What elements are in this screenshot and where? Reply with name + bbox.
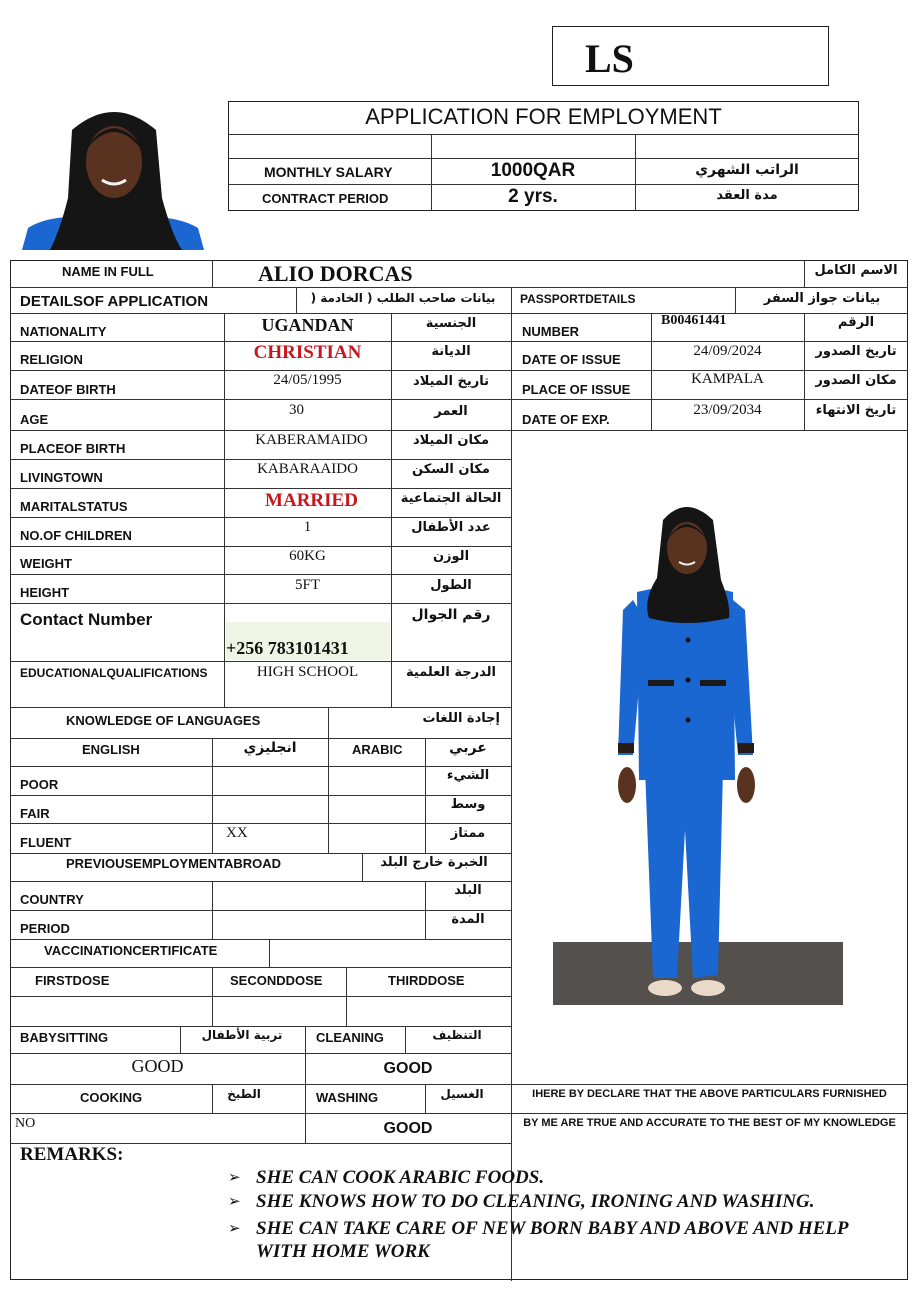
second-dose-label: SECONDDOSE <box>230 973 323 988</box>
issue-place-ar: مكان الصدور <box>815 373 897 388</box>
country-label: COUNTRY <box>20 892 84 907</box>
name-ar: الاسم الكامل <box>814 263 898 278</box>
name-value: ALIO DORCAS <box>258 261 413 286</box>
height-ar: الطول <box>430 578 472 593</box>
remark-item-4: WITH HOME WORK <box>256 1241 430 1262</box>
first-dose-label: FIRSTDOSE <box>35 973 110 988</box>
passport-details-ar: بيانات جواز السفر <box>763 291 881 306</box>
living-town-value: KABARAAIDO <box>257 461 358 477</box>
issue-date-value: 24/09/2024 <box>693 343 762 359</box>
cleaning-value: GOOD <box>383 1060 433 1077</box>
details-label: DETAILSOF APPLICATION <box>20 293 209 310</box>
weight-value: 60KG <box>289 548 326 564</box>
cooking-value: NO <box>15 1116 36 1131</box>
contract-period-value: 2 yrs. <box>508 186 558 207</box>
english-header: ENGLISH <box>82 742 140 757</box>
name-label: NAME IN FULL <box>62 264 154 279</box>
weight-ar: الوزن <box>432 549 470 564</box>
declaration-line-1: IHERE BY DECLARE THAT THE ABOVE PARTICULARS FURNISHED <box>532 1088 887 1100</box>
cooking-ar: الطبخ <box>227 1087 261 1101</box>
portrait-photo <box>22 100 204 250</box>
living-town-ar: مكان السكن <box>412 462 490 477</box>
monthly-salary-ar: الراتب الشهري <box>695 162 799 178</box>
contract-period-ar: مدة العقد <box>716 188 778 203</box>
dob-value: 24/05/1995 <box>273 372 342 388</box>
third-dose-label: THIRDDOSE <box>388 973 465 988</box>
pob-value: KABERAMAIDO <box>255 432 368 448</box>
period-ar: المدة <box>451 912 485 927</box>
monthly-salary-label: MONTHLY SALARY <box>264 164 393 180</box>
cleaning-label: CLEANING <box>316 1030 384 1045</box>
fair-ar: وسط <box>450 797 486 812</box>
code-text: LS <box>585 36 634 81</box>
arrow-bullet-icon: ➢ <box>228 1219 241 1237</box>
age-label: AGE <box>20 412 49 427</box>
nationality-label: NATIONALITY <box>20 324 107 339</box>
contact-label: Contact Number <box>20 610 153 629</box>
poor-ar: الشيء <box>446 768 490 783</box>
pob-ar: مكان الميلاد <box>412 433 489 448</box>
children-value: 1 <box>303 519 312 535</box>
fluent-english-value: XX <box>226 825 248 841</box>
weight-label: WEIGHT <box>20 556 72 571</box>
babysitting-label: BABYSITTING <box>20 1030 109 1045</box>
remark-item-3: SHE CAN TAKE CARE OF NEW BORN BABY AND ABOVE AND HELP <box>256 1218 849 1239</box>
contact-value: +256 783101431 <box>226 638 349 658</box>
poor-label: POOR <box>20 777 59 792</box>
age-value: 30 <box>289 402 304 418</box>
washing-value: GOOD <box>383 1120 433 1137</box>
code-box <box>552 26 829 86</box>
previous-employment-ar: الخبرة خارج البلد <box>380 855 488 870</box>
fair-label: FAIR <box>20 806 50 821</box>
monthly-salary-value: 1000QAR <box>490 160 576 181</box>
marital-status-ar: الحالة الجتماعية <box>400 491 502 506</box>
passport-details-label: PASSPORTDETAILS <box>520 292 636 306</box>
education-ar: الدرجة العلمية <box>406 665 496 680</box>
dob-label: DATEOF BIRTH <box>20 382 116 397</box>
pob-label: PLACEOF BIRTH <box>20 441 126 456</box>
cooking-label: COOKING <box>80 1090 143 1105</box>
nationality-value: UGANDAN <box>261 315 354 335</box>
washing-ar: الغسيل <box>440 1087 484 1101</box>
issue-place-label: PLACE OF ISSUE <box>522 382 631 397</box>
languages-label: KNOWLEDGE OF LANGUAGES <box>66 713 261 728</box>
issue-place-value: KAMPALA <box>691 371 764 387</box>
passport-number-value: B00461441 <box>661 313 727 328</box>
remarks-label: REMARKS: <box>20 1144 124 1165</box>
passport-number-label: NUMBER <box>522 324 580 339</box>
previous-employment-label: PREVIOUSEMPLOYMENTABROAD <box>66 856 281 871</box>
vaccination-label: VACCINATIONCERTIFICATE <box>44 943 218 958</box>
fluent-ar: ممتاز <box>450 826 486 841</box>
religion-label: RELIGION <box>20 352 83 367</box>
nationality-ar: الجنسية <box>425 316 477 331</box>
passport-number-ar: الرقم <box>837 315 875 330</box>
living-town-label: LIVINGTOWN <box>20 470 103 485</box>
arrow-bullet-icon: ➢ <box>228 1168 241 1186</box>
religion-ar: الديانة <box>431 344 471 359</box>
country-ar: البلد <box>454 883 482 898</box>
period-label: PERIOD <box>20 921 70 936</box>
height-value: 5FT <box>294 577 320 593</box>
remark-item-2: SHE KNOWS HOW TO DO CLEANING, IRONING AND WASHING. <box>256 1191 815 1212</box>
expiry-date-value: 23/09/2034 <box>693 402 762 418</box>
contract-period-label: CONTRACT PERIOD <box>262 191 389 206</box>
issue-date-label: DATE OF ISSUE <box>522 352 621 367</box>
form-title: APPLICATION FOR EMPLOYMENT <box>365 104 722 129</box>
declaration-line-2: BY ME ARE TRUE AND ACCURATE TO THE BEST OF MY KNOWLEDGE <box>523 1117 896 1129</box>
details-ar: بيانات صاحب الطلب ( الخادمة ( <box>310 291 496 305</box>
dob-ar: تاريخ الميلاد <box>413 374 489 389</box>
children-ar: عدد الأطفال <box>411 520 491 535</box>
contact-ar: رقم الجوال <box>411 607 491 623</box>
issue-date-ar: تاريخ الصدور <box>815 344 897 359</box>
expiry-date-ar: تاريخ الانتهاء <box>815 403 897 418</box>
babysitting-ar: تربية الأطفال <box>201 1028 283 1042</box>
languages-ar: إجادة اللغات <box>422 711 500 726</box>
babysitting-value: GOOD <box>131 1056 184 1076</box>
arrow-bullet-icon: ➢ <box>228 1192 241 1210</box>
full-body-photo <box>553 500 843 1005</box>
education-label: EDUCATIONALQUALIFICATIONS <box>20 666 208 680</box>
arabic-header-ar: عربي <box>449 740 487 756</box>
expiry-date-label: DATE OF EXP. <box>522 412 610 427</box>
height-label: HEIGHT <box>20 585 70 600</box>
education-value: HIGH SCHOOL <box>256 664 359 680</box>
religion-value: CHRISTIAN <box>253 342 362 363</box>
children-label: NO.OF CHILDREN <box>20 528 132 543</box>
fluent-label: FLUENT <box>20 835 72 850</box>
age-ar: العمر <box>434 404 468 419</box>
marital-status-label: MARITALSTATUS <box>20 499 128 514</box>
washing-label: WASHING <box>316 1090 379 1105</box>
cleaning-ar: التنظيف <box>432 1028 482 1042</box>
remark-item-1: SHE CAN COOK ARABIC FOODS. <box>256 1167 545 1188</box>
marital-status-value: MARRIED <box>265 490 358 511</box>
arabic-header: ARABIC <box>352 742 403 757</box>
english-header-ar: انجليزي <box>243 740 297 756</box>
